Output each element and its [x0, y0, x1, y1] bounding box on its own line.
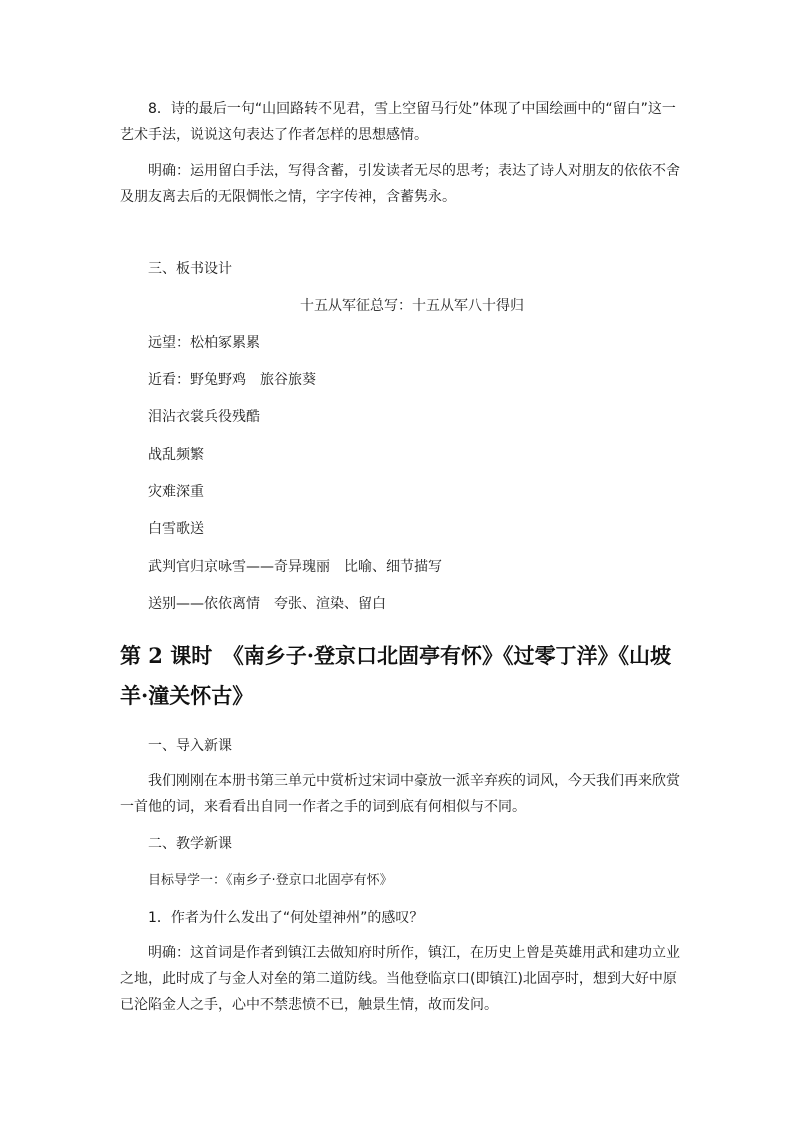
intro-paragraph: 我们刚刚在本册书第三单元中赏析过宋词中豪放一派辛弃疾的词风，今天我们再来欣赏一首他的词，来看看出自同一作者之手的词到底有何相似与不同。 [120, 773, 680, 815]
board-design-title: 十五从军征总写：十五从军八十得归 [300, 298, 524, 314]
board-line: 战乱频繁 [148, 447, 204, 463]
board-line: 远望：松柏冢累累 [148, 335, 260, 351]
answer-1: 明确：这首词是作者到镇江去做知府时所作，镇江，在历史上曾是英雄用武和建功立业之地，此时成了与金人对垒的第二道防线。当他登临京口(即镇江)北固亭时，想到大好中原已沦陷金人之手，心中不禁悲愤不已，触景生情，故而发问。 [120, 945, 680, 1013]
board-line: 武判官归京咏雪——奇异瑰丽 比喻、细节描写 [148, 559, 442, 575]
question-8: 8．诗的最后一句“山回路转不见君，雪上空留马行处”体现了中国绘画中的“留白”这一艺术手法，说说这句表达了作者怎样的思想感情。 [120, 101, 676, 143]
board-line: 泪沾衣裳兵役残酷 [148, 409, 260, 425]
intro-heading: 一、导入新课 [148, 738, 232, 754]
board-line: 送别——依依离情 夸张、渲染、留白 [148, 596, 386, 612]
board-line: 灾难深重 [148, 484, 204, 500]
board-line: 白雪歌送 [148, 521, 204, 537]
lesson-2-heading: 第 2 课时 《南乡子·登京口北固亭有怀》《过零丁洋》《山坡羊·潼关怀古》 [120, 643, 672, 708]
answer-8: 明确：运用留白手法，写得含蓄，引发读者无尽的思考；表达了诗人对朋友的依依不舍及朋友离去后的无限惆怅之情，字字传神，含蓄隽永。 [120, 163, 680, 205]
board-design-heading: 三、板书设计 [148, 261, 232, 277]
goal-1-heading: 目标导学一：《南乡子·登京口北固亭有怀》 [148, 873, 393, 888]
teach-heading: 二、教学新课 [148, 836, 232, 852]
question-1: 1．作者为什么发出了“何处望神州”的感叹？ [148, 910, 424, 926]
board-line: 近看：野兔野鸡 旅谷旅葵 [148, 372, 316, 388]
